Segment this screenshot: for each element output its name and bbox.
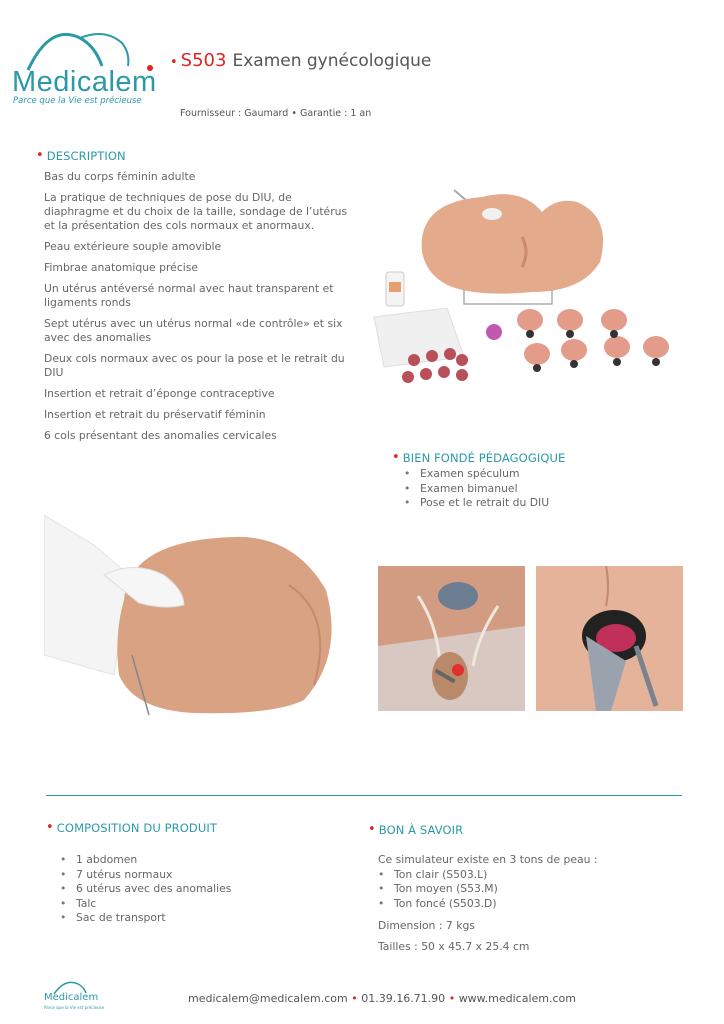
footer-separator: • xyxy=(351,992,358,1005)
product-code: S503 xyxy=(180,50,227,71)
footer-logo xyxy=(40,978,120,1018)
description-item: Fimbrae anatomique précise xyxy=(44,261,199,274)
composition-title: • COMPOSITION DU PRODUIT xyxy=(46,820,217,835)
sizes-text: Tailles : 50 x 45.7 x 25.4 cm xyxy=(378,940,530,953)
speculum-exam-photo xyxy=(536,566,683,711)
dimension-text: Dimension : 7 kgs xyxy=(378,919,475,932)
list-item: • Ton foncé (S503.D) xyxy=(372,897,688,912)
description-list xyxy=(36,170,356,443)
list-item: • Sac de transport xyxy=(54,911,346,926)
pedagogy-list xyxy=(392,467,692,511)
header-logo xyxy=(10,18,170,108)
description-item: Un utérus antéversé normal avec haut transparent et ligaments ronds xyxy=(44,282,334,309)
footer-logo-wordmark: Medicalem xyxy=(44,992,99,1003)
logo-tagline: Parce que la Vie est précieuse xyxy=(13,96,142,106)
section-dot-icon: • xyxy=(368,822,376,837)
title-dot-icon: • xyxy=(170,55,178,70)
description-section xyxy=(36,148,356,450)
description-item: La pratique de techniques de pose du DIU, de diaphragme et du choix de la taille, sondage de l’utérus et la présentation des cols normaux et anormaux. xyxy=(44,191,348,232)
logo-wordmark: Medicalem xyxy=(12,66,157,98)
torso-exam-photo xyxy=(44,515,344,720)
composition-list xyxy=(46,853,346,926)
list-item: • Talc xyxy=(54,897,346,912)
description-item: Sept utérus avec un utérus normal «de contrôle» et six avec des anomalies xyxy=(44,317,343,344)
footer-website-link[interactable]: www.medicalem.com xyxy=(458,992,577,1005)
section-dot-icon: • xyxy=(46,820,54,835)
description-item: Deux cols normaux avec os pour la pose et le retrait du DIU xyxy=(44,352,345,379)
good-to-know-title: • BON À SAVOIR xyxy=(368,822,464,837)
footer-email-link[interactable]: medicalem@medicalem.com xyxy=(188,992,348,1005)
list-item: • 7 utérus normaux xyxy=(54,868,346,883)
composition-section xyxy=(46,820,346,926)
product-kit-photo xyxy=(372,182,690,392)
good-to-know-section xyxy=(368,822,688,953)
section-divider xyxy=(46,795,682,796)
list-item: • 6 utérus avec des anomalies xyxy=(54,882,346,897)
list-item: • Examen bimanuel xyxy=(398,482,692,497)
list-item: • Ton clair (S503.L) xyxy=(372,868,688,883)
section-dot-icon: • xyxy=(36,148,44,163)
skin-tones-intro: Ce simulateur existe en 3 tons de peau : xyxy=(378,853,598,866)
description-item: Insertion et retrait du préservatif féminin xyxy=(44,408,266,421)
product-meta: Fournisseur : Gaumard • Garantie : 1 an xyxy=(180,108,372,119)
list-item: • Pose et le retrait du DIU xyxy=(398,496,692,511)
internal-view-photo xyxy=(378,566,525,711)
pedagogy-title: • BIEN FONDÉ PÉDAGOGIQUE xyxy=(392,450,566,465)
product-title xyxy=(170,50,431,71)
footer-logo-tagline: Parce que la Vie est précieuse xyxy=(44,1005,105,1010)
list-item: • Examen spéculum xyxy=(398,467,692,482)
description-title: • DESCRIPTION xyxy=(36,148,126,163)
skin-tones-list xyxy=(368,868,688,912)
section-dot-icon: • xyxy=(392,450,400,465)
description-item: Insertion et retrait d’éponge contraceptive xyxy=(44,387,275,400)
product-name: Examen gynécologique xyxy=(232,51,432,71)
description-item: 6 cols présentant des anomalies cervicales xyxy=(44,429,277,442)
footer-separator: • xyxy=(448,992,456,1005)
list-item: • 1 abdomen xyxy=(54,853,346,868)
description-item: Bas du corps féminin adulte xyxy=(44,170,196,183)
list-item: • Ton moyen (S53.M) xyxy=(372,882,688,897)
footer-phone: 01.39.16.71.90 xyxy=(361,992,446,1005)
footer-contact xyxy=(188,992,576,1005)
pedagogy-section xyxy=(392,450,692,511)
description-item: Peau extérieure souple amovible xyxy=(44,240,222,253)
